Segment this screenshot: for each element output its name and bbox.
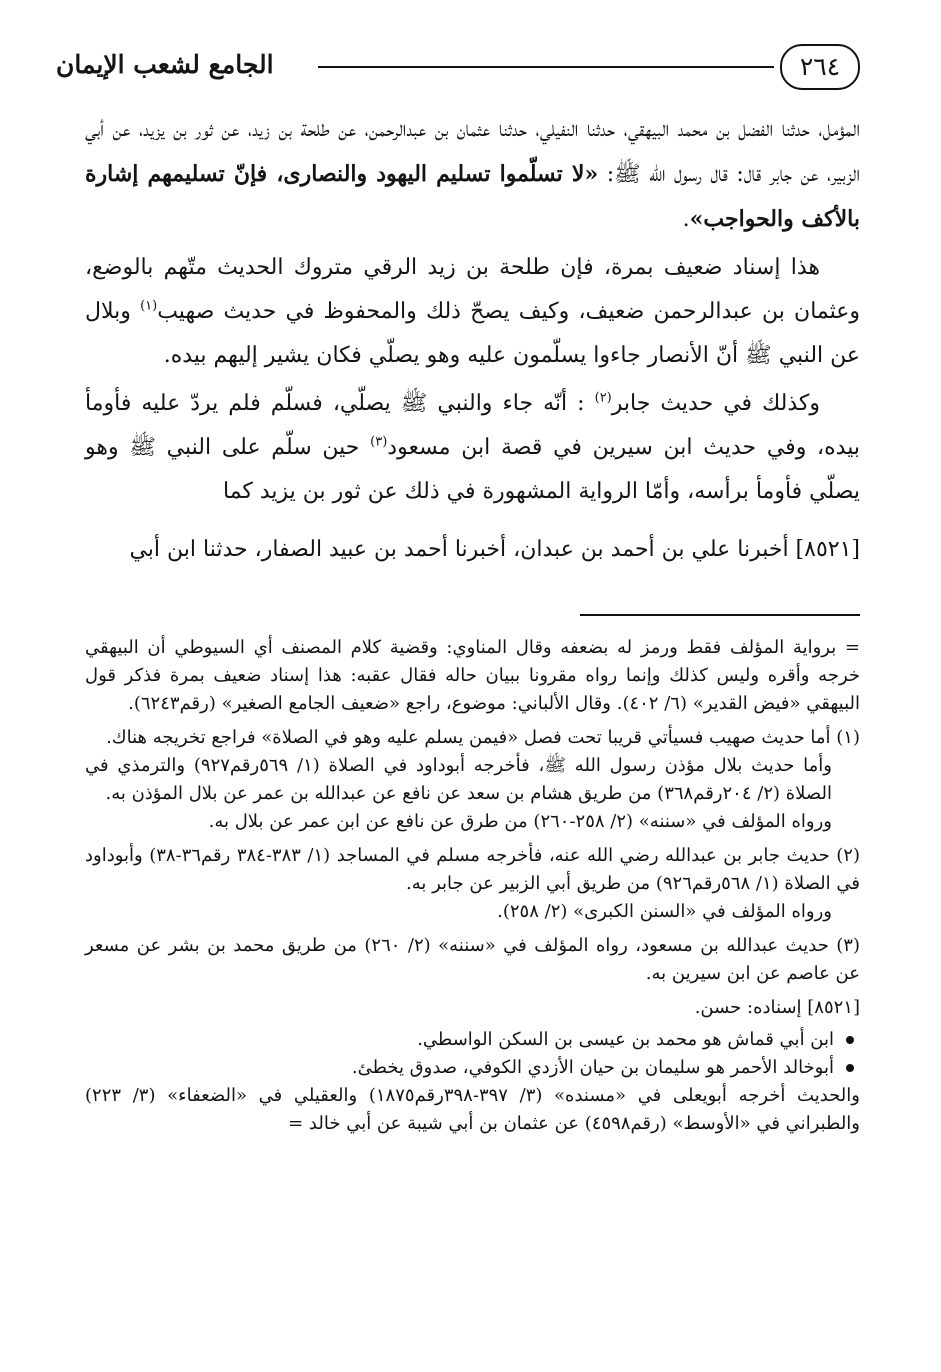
commentary-paragraph-2 xyxy=(85,382,860,514)
footnote-1-detail: وأما حديث بلال مؤذن رسول الله ﷺ، فأخرجه أبوداود في الصلاة (١/ ٥٦٩رقم٩٢٧) والترمذي في الصلاة (٢/ ٢٠٤رقم٣٦٨) من طريق هشام بن سعد عن نافع عن عبدالله بن عمر عن بلال المؤذن به. xyxy=(85,755,832,804)
commentary-text-e: حين سلّم على النبي ﷺ وهو يصلّي فأومأ برأسه، وأمّا الرواية المشهورة في ذلك عن ثور بن يزيد كما xyxy=(85,435,860,504)
list-item: أبوخالد الأحمر هو سليمان بن حيان الأزدي الكوفي، صدوق يخطئ. xyxy=(85,1054,834,1082)
hadith-paragraph xyxy=(85,108,860,242)
narrator-list xyxy=(85,1026,860,1082)
footnote-ref-2[interactable]: (٢) xyxy=(594,390,612,406)
book-title: الجامع لشعب الإيمان xyxy=(56,50,274,79)
commentary-text-d: : أنّه جاء والنبي ﷺ يصلّي، فسلّم فلم يردّ عليه فأومأ بيده، وفي حديث ابن سيرين في قصة ابن مسعود xyxy=(85,391,860,460)
commentary-paragraph xyxy=(85,246,860,378)
hadith-end: . xyxy=(682,207,690,232)
footnotes xyxy=(85,634,860,1138)
commentary-text-b: وبلال عن النبي ﷺ أنّ الأنصار جاءوا يسلّمون عليه وهو يصلّي فكان يشير إليهم بيده. xyxy=(85,299,860,368)
footnote-1: (١) أما حديث صهيب فسيأتي قريبا تحت فصل «فيمن يسلم عليه وهو في الصلاة» فراجع تخريجه هناك. xyxy=(106,727,860,748)
footnote-divider xyxy=(580,614,860,616)
commentary-text-a: هذا إسناد ضعيف بمرة، فإن طلحة بن زيد الرقي متروك الحديث متّهم بالوضع، وعثمان بن عبدالرحمن ضعيف، وكيف يصحّ ذلك والمحفوظ في حديث صهيب xyxy=(85,255,860,324)
next-hadith: [٨٥٢١] أخبرنا علي بن أحمد بن عبدان، أخبرنا أحمد بن عبيد الصفار، حدثنا ابن أبي xyxy=(129,537,860,562)
header-rule xyxy=(318,66,774,68)
hadith-isnad: المؤمل، حدثنا الفضل بن محمد البيهقي، حدثنا النفيلي، حدثنا عثمان بن عبدالرحمن، عن طلحة بن زيد، عن ثور بن يزيد، عن أبي الزبير، عن جابر قال: قال رسول الله ﷺ: xyxy=(85,117,860,187)
footnote-continued: = برواية المؤلف فقط ورمز له بضعفه وقال المناوي: وقضية كلام المصنف أي السيوطي أن البيهقي خرجه وأقره وليس كذلك وإنما رواه مقرونا ببيان حاله فقال عقبه: هذا إسناد ضعيف بمرة فذكر قول البيهقي «فيض القدير» (٦/ ٤٠٢). وقال الألباني: موضوع، راجع «ضعيف الجامع الصغير» (رقم٦٢٤٣). xyxy=(85,637,860,714)
list-item: ابن أبي قماش هو محمد بن عيسى بن السكن الواسطي. xyxy=(85,1026,834,1054)
main-text xyxy=(85,108,860,572)
hadith-matn: «لا تسلّموا تسليم اليهود والنصارى، فإنّ تسليمهم إشارة بالأكف والحواجب» xyxy=(85,161,860,232)
footnote-2-extra: ورواه المؤلف في «السنن الكبرى» (٢/ ٢٥٨). xyxy=(497,901,832,922)
footnote-1-extra: ورواه المؤلف في «سننه» (٢/ ٢٥٨-٢٦٠) من طرق عن نافع عن ابن عمر عن بلال به. xyxy=(208,811,832,832)
page-number: ٢٦٤ xyxy=(780,44,860,90)
commentary-text-c: وكذلك في حديث جابر xyxy=(611,391,820,416)
takhrij-paragraph: والحديث أخرجه أبويعلى في «مسنده» (٣/ ٣٩٧-٣٩٨رقم١٨٧٥) والعقيلي في «الضعفاء» (٣/ ٢٢٣) والطبراني في «الأوسط» (رقم٤٥٩٨) عن عثمان بن أبي شيبة عن أبي خالد = xyxy=(85,1085,860,1134)
footnote-ref-3[interactable]: (٣) xyxy=(370,434,388,450)
footnote-ref-1[interactable]: (١) xyxy=(140,298,158,314)
isnad-grade: [٨٥٢١] إسناده: حسن. xyxy=(694,997,860,1018)
page-header xyxy=(56,38,868,92)
footnote-2: (٢) حديث جابر بن عبدالله رضي الله عنه، فأخرجه مسلم في المساجد (١/ ٣٨٣-٣٨٤ رقم٣٦-٣٨) وأبوداود في الصلاة (١/ ٥٦٨رقم٩٢٦) من طريق أبي الزبير عن جابر به. xyxy=(85,845,860,894)
footnote-3: (٣) حديث عبدالله بن مسعود، رواه المؤلف في «سننه» (٢/ ٢٦٠) من طريق محمد بن بشر عن مسعر عن عاصم عن ابن سيرين به. xyxy=(85,935,860,984)
